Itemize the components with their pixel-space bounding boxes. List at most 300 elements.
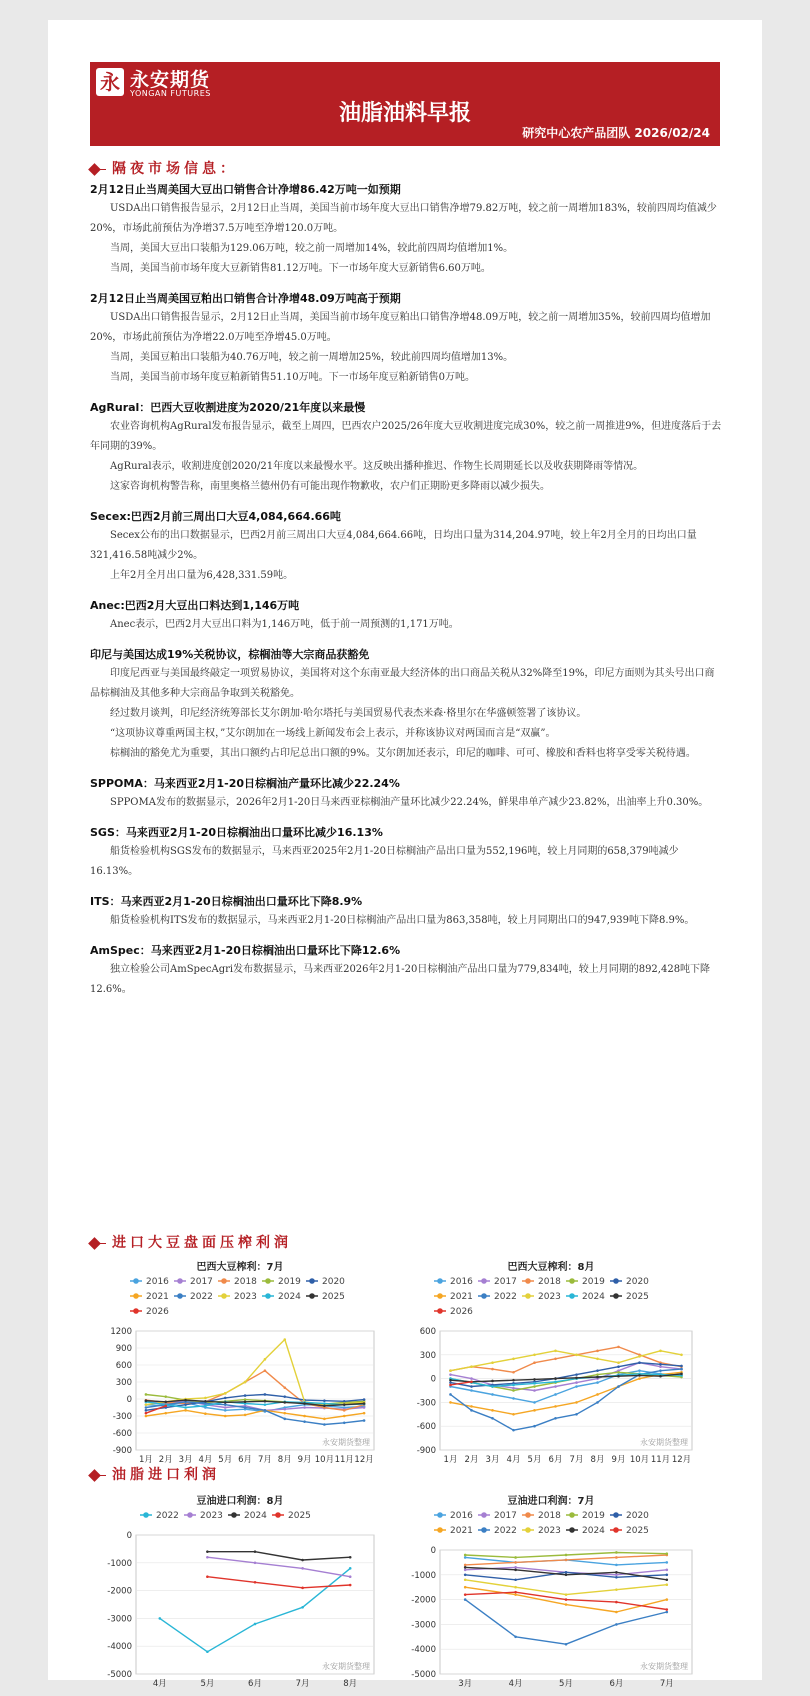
news-item (90, 180, 722, 279)
legend-marker (221, 1293, 227, 1299)
data-point (596, 1393, 599, 1396)
legend-item (566, 1511, 605, 1521)
legend-label: 2019 (278, 1277, 301, 1287)
data-point (464, 1598, 467, 1601)
data-point (464, 1586, 467, 1589)
legend-item (522, 1526, 561, 1536)
data-point (283, 1412, 286, 1415)
legend-label: 2026 (146, 1307, 169, 1317)
news-item (90, 289, 722, 388)
legend-item (522, 1277, 561, 1287)
chart-title: 巴西大豆榨利：7月 (196, 1262, 284, 1273)
legend-item (478, 1511, 517, 1521)
data-point (343, 1415, 346, 1418)
data-point (680, 1365, 683, 1368)
legend-item (306, 1277, 345, 1287)
legend-label: 2017 (494, 1511, 517, 1521)
y-tick-label: -600 (416, 1422, 436, 1433)
data-point (514, 1578, 517, 1581)
y-tick-label: -2000 (107, 1586, 132, 1597)
news-item (90, 507, 722, 586)
data-point (512, 1389, 515, 1392)
x-tick-label: 12月 (354, 1455, 374, 1465)
legend-item (610, 1277, 649, 1287)
data-point (514, 1636, 517, 1639)
legend-item (130, 1277, 169, 1287)
x-tick-label: 7月 (257, 1455, 272, 1465)
data-point (617, 1385, 620, 1388)
legend-marker (133, 1308, 139, 1314)
data-point (638, 1361, 641, 1364)
data-point (514, 1566, 517, 1569)
data-point (264, 1369, 267, 1372)
series-line (465, 1580, 667, 1595)
x-tick-label: 8月 (277, 1455, 292, 1465)
legend-marker (613, 1278, 619, 1284)
y-tick-label: -300 (112, 1412, 132, 1422)
x-tick-label: 9月 (297, 1455, 312, 1465)
news-paragraph: USDA出口销售报告显示，2月12日止当周，美国当前市场年度豆粕出口销售净增48.09万吨，较之前一周增加35%，较前四周均值增加20%，市场此前预估为净增22.0万吨至净增45.0万吨。 (90, 312, 711, 343)
legend-label: 2024 (582, 1292, 605, 1302)
data-point (491, 1409, 494, 1412)
data-point (470, 1365, 473, 1368)
diamond-bullet-icon (88, 1237, 101, 1250)
data-point (254, 1623, 257, 1626)
data-point (301, 1587, 304, 1590)
data-point (617, 1371, 620, 1374)
legend-label: 2019 (582, 1277, 605, 1287)
data-point (283, 1338, 286, 1341)
data-point (470, 1409, 473, 1412)
data-point (514, 1569, 517, 1572)
data-point (512, 1384, 515, 1387)
legend-item (184, 1511, 223, 1521)
data-point (363, 1412, 366, 1415)
legend-label: 2025 (288, 1511, 311, 1521)
data-point (184, 1409, 187, 1412)
y-tick-label: 0 (126, 1395, 132, 1405)
data-point (470, 1389, 473, 1392)
x-tick-label: 2月 (158, 1455, 173, 1465)
data-point (666, 1583, 669, 1586)
data-point (464, 1556, 467, 1559)
data-point (470, 1377, 473, 1380)
legend-label: 2018 (538, 1277, 561, 1287)
data-point (349, 1584, 352, 1587)
y-tick-label: 1200 (110, 1327, 132, 1337)
data-point (349, 1567, 352, 1570)
data-point (514, 1593, 517, 1596)
news-title: SPPOMA：马来西亚2月1-20日棕榈油产量环比减少22.24% (90, 777, 400, 790)
data-point (343, 1400, 346, 1403)
legend-label: 2022 (156, 1511, 179, 1521)
legend-item (262, 1277, 301, 1287)
section-title: 油脂进口利润 (112, 1467, 220, 1483)
news-paragraph: 船货检验机构ITS发布的数据显示，马来西亚2月1-20日棕榈油产品出口量为863,358吨，较上月同期出口的947,939吨下降8.9%。 (110, 915, 695, 926)
data-point (638, 1377, 641, 1380)
data-point (224, 1406, 227, 1409)
y-tick-label: -300 (416, 1398, 436, 1409)
legend-marker (265, 1293, 271, 1299)
data-point (575, 1377, 578, 1380)
legend-marker (187, 1512, 193, 1518)
data-point (206, 1556, 209, 1559)
data-point (615, 1551, 618, 1554)
legend-marker (525, 1278, 531, 1284)
data-point (533, 1401, 536, 1404)
news-paragraph: 当周，美国当前市场年度豆粕新销售51.10万吨。下一市场年度豆粕新销售0万吨。 (110, 372, 475, 383)
plot-area (136, 1535, 374, 1674)
chart-svg (96, 1258, 384, 1468)
data-point (554, 1377, 557, 1380)
news-title: 2月12日止当周美国大豆出口销售合计净增86.42万吨一如预期 (90, 183, 401, 196)
data-point (224, 1403, 227, 1406)
data-point (596, 1357, 599, 1360)
y-tick-label: -1000 (107, 1558, 132, 1569)
legend-label: 2020 (322, 1277, 345, 1287)
data-point (596, 1369, 599, 1372)
x-tick-label: 6月 (238, 1455, 253, 1465)
legend-label: 2016 (146, 1277, 169, 1287)
legend-marker (569, 1527, 575, 1533)
legend-label: 2024 (582, 1526, 605, 1536)
y-tick-label: 900 (115, 1344, 132, 1354)
legend-item (434, 1292, 473, 1302)
data-point (617, 1375, 620, 1378)
legend-label: 2022 (190, 1292, 213, 1302)
data-point (323, 1405, 326, 1408)
data-point (264, 1409, 267, 1412)
news-list (90, 180, 722, 1010)
legend-item (272, 1511, 311, 1521)
data-point (638, 1369, 641, 1372)
data-point (464, 1578, 467, 1581)
chart-svg (400, 1258, 702, 1468)
data-point (323, 1399, 326, 1402)
legend-marker (437, 1278, 443, 1284)
data-point (159, 1617, 162, 1620)
data-point (596, 1350, 599, 1353)
data-point (565, 1571, 568, 1574)
y-tick-label: -900 (112, 1446, 132, 1456)
series-line (160, 1568, 350, 1651)
data-point (575, 1401, 578, 1404)
legend-label: 2017 (190, 1277, 213, 1287)
data-point (363, 1419, 366, 1422)
data-point (512, 1413, 515, 1416)
data-point (254, 1562, 257, 1565)
x-tick-label: 1月 (443, 1455, 458, 1465)
data-point (533, 1354, 536, 1357)
legend-label: 2016 (450, 1277, 473, 1287)
data-point (343, 1422, 346, 1425)
x-tick-label: 4月 (152, 1679, 167, 1689)
legend-label: 2016 (450, 1511, 473, 1521)
legend-label: 2019 (582, 1511, 605, 1521)
legend-marker (481, 1527, 487, 1533)
legend-item (434, 1277, 473, 1287)
x-tick-label: 3月 (458, 1679, 473, 1689)
data-point (565, 1598, 568, 1601)
data-point (283, 1418, 286, 1421)
legend-marker (525, 1293, 531, 1299)
data-point (343, 1403, 346, 1406)
data-point (264, 1358, 267, 1361)
company-name-en: YONGAN FUTURES (130, 89, 211, 98)
data-point (533, 1378, 536, 1381)
data-point (464, 1554, 467, 1557)
data-point (206, 1650, 209, 1653)
data-point (244, 1406, 247, 1409)
data-point (659, 1363, 662, 1366)
data-point (491, 1361, 494, 1364)
data-point (184, 1403, 187, 1406)
report-sheet (48, 20, 762, 1689)
legend-label: 2021 (450, 1292, 473, 1302)
data-point (224, 1409, 227, 1412)
legend-label: 2020 (626, 1277, 649, 1287)
legend-label: 2020 (626, 1511, 649, 1521)
legend-marker (525, 1527, 531, 1533)
legend-label: 2022 (494, 1292, 517, 1302)
data-point (449, 1401, 452, 1404)
data-point (244, 1381, 247, 1384)
series-line (207, 1557, 350, 1577)
chart-svg (400, 1492, 702, 1692)
data-point (470, 1385, 473, 1388)
legend-marker (309, 1293, 315, 1299)
data-point (615, 1564, 618, 1567)
section-title: 隔夜市场信息： (112, 161, 238, 177)
y-tick-label: -4000 (411, 1645, 436, 1656)
news-paragraph: 这家咨询机构警告称，南里奥格兰德州仍有可能出现作物歉收，农户们正期盼更多降雨以减少损失。 (110, 481, 550, 492)
legend-marker (569, 1293, 575, 1299)
legend-label: 2018 (538, 1511, 561, 1521)
data-point (184, 1399, 187, 1402)
data-point (565, 1603, 568, 1606)
x-tick-label: 12月 (671, 1455, 692, 1465)
data-point (283, 1408, 286, 1411)
data-point (512, 1357, 515, 1360)
y-tick-label: -4000 (107, 1642, 132, 1653)
data-point (666, 1561, 669, 1564)
series-line (465, 1600, 667, 1645)
chart-soyoil-import-jul (400, 1492, 702, 1692)
data-point (533, 1385, 536, 1388)
data-point (204, 1402, 207, 1405)
data-point (575, 1385, 578, 1388)
data-point (575, 1373, 578, 1376)
legend-marker (143, 1512, 149, 1518)
data-point (224, 1401, 227, 1404)
data-point (224, 1415, 227, 1418)
news-paragraph: AgRural表示，收割进度创2020/21年度以来最慢水平。这反映出播种推迟、作物生长周期延长以及收获期降雨等情况。 (110, 461, 644, 472)
data-point (514, 1561, 517, 1564)
data-point (491, 1393, 494, 1396)
data-point (145, 1406, 148, 1409)
series-line (207, 1552, 350, 1560)
y-tick-label: -3000 (107, 1614, 132, 1625)
news-paragraph: 经过数月谈判，印尼经济统筹部长艾尔朗加·哈尔塔托与美国贸易代表杰米森·格里尔在华盛顿签署了该协议。 (110, 708, 587, 719)
data-point (554, 1405, 557, 1408)
data-point (615, 1576, 618, 1579)
data-point (512, 1379, 515, 1382)
data-point (680, 1368, 683, 1371)
data-point (470, 1405, 473, 1408)
x-tick-label: 1月 (138, 1455, 153, 1465)
legend-marker (437, 1512, 443, 1518)
data-point (206, 1550, 209, 1553)
data-point (164, 1401, 167, 1404)
company-logo: 永 (96, 68, 124, 96)
legend-item (478, 1292, 517, 1302)
legend-label: 2018 (234, 1277, 257, 1287)
data-point (204, 1397, 207, 1400)
legend-marker (133, 1293, 139, 1299)
chart-watermark: 永安期货整理 (640, 1438, 688, 1447)
data-point (301, 1567, 304, 1570)
data-point (184, 1406, 187, 1409)
data-point (617, 1361, 620, 1364)
data-point (323, 1402, 326, 1405)
legend-marker (481, 1293, 487, 1299)
series-line (451, 1347, 682, 1372)
data-point (301, 1559, 304, 1562)
legend-label: 2023 (234, 1292, 257, 1302)
legend-marker (265, 1278, 271, 1284)
series-line (207, 1577, 350, 1588)
data-point (349, 1575, 352, 1578)
x-tick-label: 5月 (527, 1455, 542, 1465)
y-tick-label: -900 (416, 1446, 436, 1456)
news-title: ITS：马来西亚2月1-20日棕榈油出口量环比下降8.9% (90, 895, 363, 908)
legend-item (306, 1292, 345, 1302)
data-point (363, 1402, 366, 1405)
x-tick-label: 6月 (609, 1679, 624, 1689)
data-point (164, 1405, 167, 1408)
news-item (90, 645, 722, 764)
data-point (224, 1397, 227, 1400)
data-point (615, 1623, 618, 1626)
news-paragraph: USDA出口销售报告显示，2月12日止当周，美国当前市场年度大豆出口销售净增79.82万吨，较之前一周增加183%，较前四周均值减少20%，市场此前预估为净增37.5万吨至净增120.0万吨。 (90, 203, 717, 234)
data-point (565, 1574, 568, 1577)
data-point (512, 1387, 515, 1390)
data-point (491, 1417, 494, 1420)
x-tick-label: 6月 (248, 1679, 262, 1689)
news-paragraph: 农业咨询机构AgRural发布报告显示，截至上周四，巴西农户2025/26年度大豆收割进度完成30%，较之前一周推进9%，但进度落后于去年同期的39%。 (90, 421, 722, 452)
y-tick-label: -5000 (107, 1670, 132, 1680)
news-title: AmSpec：马来西亚2月1-20日棕榈油出口量环比下降12.6% (90, 944, 401, 957)
data-point (206, 1575, 209, 1578)
y-tick-label: -600 (112, 1429, 132, 1439)
legend-item (174, 1292, 213, 1302)
legend-marker (437, 1308, 443, 1314)
legend-item (610, 1511, 649, 1521)
news-paragraph: 印度尼西亚与美国最终敲定一项贸易协议，美国将对这个东南亚最大经济体的出口商品关税从32%降至19%，印尼方面则为其头号出口商品棕榈油及其他多种大宗商品争取到关税豁免。 (90, 668, 715, 699)
data-point (464, 1564, 467, 1567)
legend-marker (309, 1278, 315, 1284)
legend-marker (569, 1278, 575, 1284)
data-point (617, 1346, 620, 1349)
y-tick-label: 0 (430, 1374, 436, 1385)
data-point (666, 1578, 669, 1581)
y-tick-label: 0 (126, 1531, 132, 1541)
legend-label: 2021 (146, 1292, 169, 1302)
data-point (254, 1550, 257, 1553)
data-point (343, 1409, 346, 1412)
data-point (554, 1393, 557, 1396)
legend-item (522, 1511, 561, 1521)
chart-brazil-crush-aug (400, 1258, 702, 1468)
data-point (204, 1405, 207, 1408)
data-point (680, 1354, 683, 1357)
x-tick-label: 3月 (178, 1455, 193, 1465)
x-tick-label: 11月 (650, 1455, 671, 1465)
legend-item (566, 1277, 605, 1287)
news-title: 印尼与美国达成19%关税协议，棕榈油等大宗商品获豁免 (90, 648, 370, 661)
x-tick-label: 4月 (508, 1679, 523, 1689)
data-point (533, 1425, 536, 1428)
legend-item (522, 1292, 561, 1302)
x-tick-label: 3月 (485, 1455, 500, 1465)
series-line (146, 1410, 364, 1419)
legend-item (228, 1511, 267, 1521)
news-paragraph: 独立检验公司AmSpecAgri发布数据显示，马来西亚2026年2月1-20日棕榈油产品出口量为779,834吨，较上月同期的892,428吨下降12.6%。 (90, 964, 711, 995)
data-point (301, 1606, 304, 1609)
chart-title: 豆油进口利润：8月 (196, 1496, 284, 1507)
y-tick-label: 600 (115, 1361, 132, 1371)
data-point (264, 1393, 267, 1396)
data-point (680, 1373, 683, 1376)
data-point (254, 1581, 257, 1584)
data-point (145, 1409, 148, 1412)
y-tick-label: -1000 (411, 1570, 436, 1581)
data-point (514, 1586, 517, 1589)
data-point (244, 1398, 247, 1401)
data-point (204, 1412, 207, 1415)
data-point (615, 1611, 618, 1614)
legend-item (478, 1277, 517, 1287)
data-point (303, 1406, 306, 1409)
legend-item (566, 1526, 605, 1536)
legend-item (262, 1292, 301, 1302)
data-point (575, 1354, 578, 1357)
data-point (264, 1403, 267, 1406)
report-title: 油脂油料早报 (338, 101, 471, 126)
data-point (283, 1386, 286, 1389)
chart-title: 巴西大豆榨利：8月 (507, 1262, 595, 1273)
data-point (596, 1373, 599, 1376)
data-point (145, 1403, 148, 1406)
legend-marker (221, 1278, 227, 1284)
news-title: AgRural：巴西大豆收割进度为2020/21年度以来最慢 (90, 401, 366, 414)
news-paragraph: SPPOMA发布的数据显示，2026年2月1-20日马来西亚棕榈油产量环比减少22.24%，鲜果串单产减少23.82%，出油率上升0.30%。 (110, 797, 709, 808)
chart-svg (96, 1492, 384, 1692)
x-tick-label: 4月 (506, 1455, 521, 1465)
legend-marker (437, 1527, 443, 1533)
legend-marker (177, 1278, 183, 1284)
data-point (554, 1417, 557, 1420)
data-point (264, 1400, 267, 1403)
legend-item (434, 1511, 473, 1521)
news-item (90, 892, 722, 931)
data-point (565, 1643, 568, 1646)
data-point (615, 1571, 618, 1574)
data-point (349, 1556, 352, 1559)
legend-label: 2023 (538, 1292, 561, 1302)
news-paragraph: 当周，美国大豆出口装船为129.06万吨，较之前一周增加14%，较此前四周均值增加1%。 (110, 243, 514, 254)
data-point (464, 1574, 467, 1577)
